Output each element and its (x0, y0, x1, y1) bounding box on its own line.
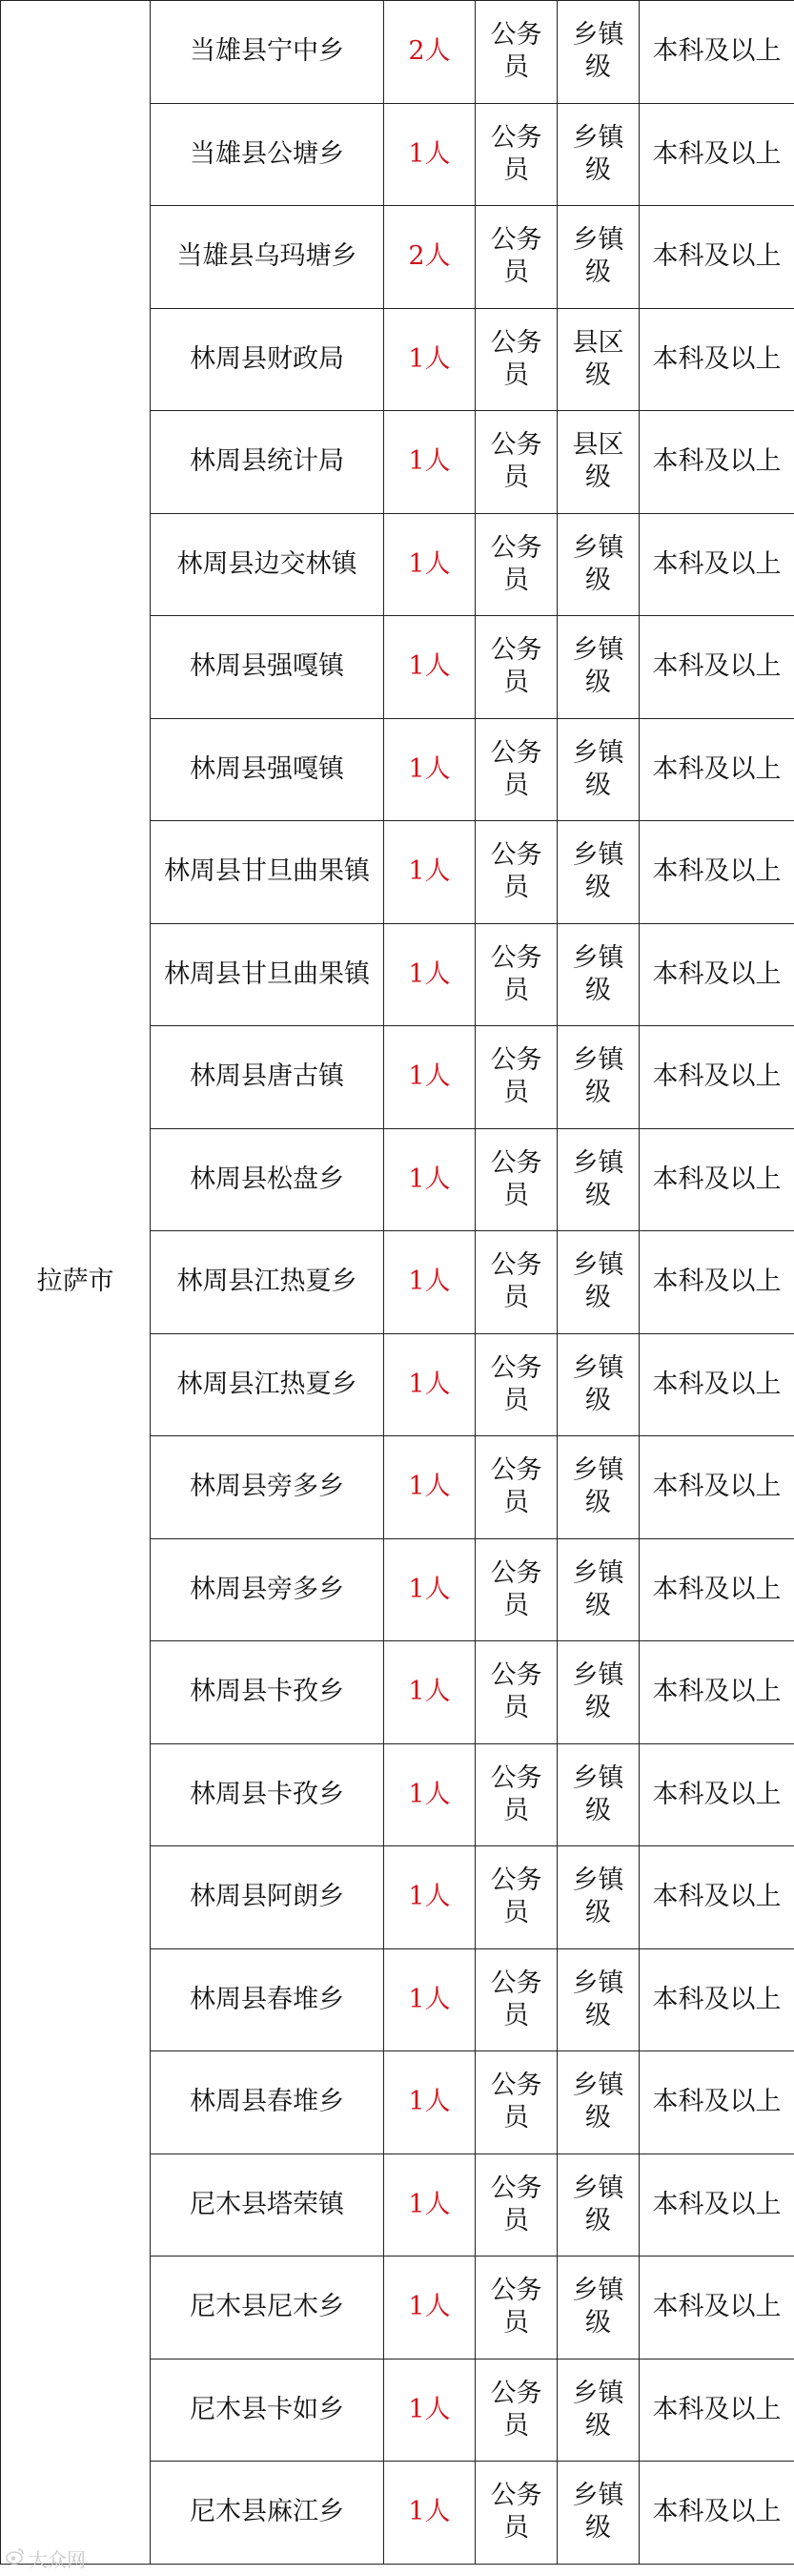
level-cell (558, 718, 640, 821)
level-line2: 级 (585, 52, 611, 83)
level-line1: 乡镇 (572, 635, 624, 666)
education-cell: 本科及以上 (640, 923, 794, 1026)
education-cell: 本科及以上 (640, 718, 794, 821)
position-type-cell (476, 1641, 558, 1744)
position-type-line1: 公务 (490, 225, 542, 256)
level-cell (558, 513, 640, 616)
level-line2: 级 (585, 2103, 611, 2133)
level-line2: 级 (585, 975, 611, 1005)
position-type-cell (476, 2257, 558, 2360)
level-line1: 乡镇 (572, 1147, 624, 1178)
position-type-line1: 公务 (490, 942, 542, 973)
headcount-cell: 2人 (384, 1, 476, 104)
level-line1: 乡镇 (572, 122, 624, 153)
level-line2: 级 (585, 565, 611, 595)
unit-cell: 林周县江热夏乡 (151, 1333, 384, 1436)
level-line1: 乡镇 (572, 737, 624, 768)
position-type-line2: 员 (503, 2513, 529, 2544)
unit-cell: 尼木县尼木乡 (151, 2257, 384, 2360)
position-type-line1: 公务 (490, 2481, 542, 2511)
headcount-cell: 1人 (384, 1128, 476, 1231)
position-type-line1: 公务 (490, 1660, 542, 1691)
headcount-cell: 1人 (384, 1333, 476, 1436)
unit-cell: 林周县强嘎镇 (151, 718, 384, 821)
position-type-line2: 员 (503, 1795, 529, 1825)
position-type-cell (476, 1333, 558, 1436)
level-line1: 乡镇 (572, 1045, 624, 1076)
position-type-line1: 公务 (490, 327, 542, 358)
education-cell: 本科及以上 (640, 1231, 794, 1334)
unit-cell: 尼木县卡如乡 (151, 2359, 384, 2462)
unit-cell: 林周县春堆乡 (151, 2051, 384, 2154)
education-cell: 本科及以上 (640, 1846, 794, 1949)
education-cell: 本科及以上 (640, 103, 794, 206)
level-cell (558, 923, 640, 1026)
level-line2: 级 (585, 1693, 611, 1723)
position-type-line1: 公务 (490, 1250, 542, 1281)
headcount-cell: 1人 (384, 2051, 476, 2154)
position-type-cell (476, 2462, 558, 2565)
position-type-cell (476, 1538, 558, 1641)
level-line1: 乡镇 (572, 1352, 624, 1383)
level-cell (558, 2257, 640, 2360)
education-cell: 本科及以上 (640, 513, 794, 616)
headcount-cell: 1人 (384, 2257, 476, 2360)
position-type-line2: 员 (503, 2000, 529, 2030)
position-type-line2: 员 (503, 1898, 529, 1928)
position-type-line2: 员 (503, 1180, 529, 1210)
headcount-cell: 1人 (384, 308, 476, 411)
position-type-line1: 公务 (490, 1147, 542, 1178)
position-type-cell (476, 1231, 558, 1334)
position-type-line2: 员 (503, 2205, 529, 2236)
position-type-line2: 员 (503, 1385, 529, 1415)
position-type-line2: 员 (503, 1283, 529, 1313)
position-type-line1: 公务 (490, 2173, 542, 2203)
headcount-cell: 2人 (384, 206, 476, 309)
education-cell: 本科及以上 (640, 2154, 794, 2257)
headcount-cell: 1人 (384, 616, 476, 719)
position-type-cell (476, 1, 558, 104)
unit-cell: 林周县旁多乡 (151, 1436, 384, 1539)
level-line2: 级 (585, 1283, 611, 1313)
unit-cell: 林周县边交林镇 (151, 513, 384, 616)
unit-cell: 林周县甘旦曲果镇 (151, 821, 384, 924)
headcount-cell: 1人 (384, 2154, 476, 2257)
position-type-cell (476, 1128, 558, 1231)
headcount-cell: 1人 (384, 1231, 476, 1334)
position-type-line2: 员 (503, 360, 529, 390)
level-line1: 乡镇 (572, 840, 624, 871)
position-type-line2: 员 (503, 1693, 529, 1723)
level-cell (558, 103, 640, 206)
watermark (6, 2545, 86, 2572)
level-line1: 乡镇 (572, 20, 624, 51)
level-cell (558, 2359, 640, 2462)
position-type-line1: 公务 (490, 635, 542, 666)
position-type-line1: 公务 (490, 1865, 542, 1896)
level-line2: 级 (585, 2410, 611, 2441)
headcount-cell: 1人 (384, 1948, 476, 2051)
position-type-cell (476, 103, 558, 206)
level-cell (558, 1128, 640, 1231)
education-cell: 本科及以上 (640, 206, 794, 309)
level-cell (558, 1, 640, 104)
level-line1: 乡镇 (572, 2378, 624, 2408)
level-line1: 县区 (572, 327, 624, 358)
level-line1: 乡镇 (572, 1762, 624, 1793)
position-type-cell (476, 616, 558, 719)
position-type-line1: 公务 (490, 532, 542, 563)
unit-cell: 尼木县麻江乡 (151, 2462, 384, 2565)
level-line2: 级 (585, 2205, 611, 2236)
position-type-line2: 员 (503, 463, 529, 493)
unit-cell: 林周县卡孜乡 (151, 1743, 384, 1846)
level-line2: 级 (585, 1078, 611, 1108)
level-cell (558, 2154, 640, 2257)
headcount-cell: 1人 (384, 1436, 476, 1539)
position-type-line1: 公务 (490, 122, 542, 153)
position-type-line2: 员 (503, 2308, 529, 2339)
headcount-cell: 1人 (384, 1641, 476, 1744)
position-type-cell (476, 718, 558, 821)
level-line1: 乡镇 (572, 1455, 624, 1486)
level-line1: 乡镇 (572, 1660, 624, 1691)
position-type-cell (476, 411, 558, 514)
level-cell (558, 1436, 640, 1539)
position-type-line1: 公务 (490, 1455, 542, 1486)
level-line2: 级 (585, 2308, 611, 2339)
education-cell: 本科及以上 (640, 1128, 794, 1231)
education-cell: 本科及以上 (640, 821, 794, 924)
education-cell: 本科及以上 (640, 1743, 794, 1846)
level-line2: 级 (585, 1488, 611, 1518)
position-type-cell (476, 206, 558, 309)
level-cell (558, 1333, 640, 1436)
position-type-line1: 公务 (490, 1352, 542, 1383)
city-cell: 拉萨市 (1, 1, 151, 2565)
level-line1: 乡镇 (572, 1557, 624, 1588)
headcount-cell: 1人 (384, 923, 476, 1026)
headcount-cell: 1人 (384, 1846, 476, 1949)
education-cell: 本科及以上 (640, 1333, 794, 1436)
position-type-line2: 员 (503, 975, 529, 1005)
level-line1: 乡镇 (572, 2481, 624, 2511)
level-line2: 级 (585, 1898, 611, 1928)
level-cell (558, 616, 640, 719)
position-type-line2: 员 (503, 1488, 529, 1518)
unit-cell: 林周县卡孜乡 (151, 1641, 384, 1744)
education-cell: 本科及以上 (640, 1538, 794, 1641)
level-cell (558, 1231, 640, 1334)
unit-cell: 林周县春堆乡 (151, 1948, 384, 2051)
position-type-line2: 员 (503, 52, 529, 83)
position-type-line1: 公务 (490, 20, 542, 51)
unit-cell: 林周县统计局 (151, 411, 384, 514)
education-cell: 本科及以上 (640, 308, 794, 411)
position-type-line2: 员 (503, 258, 529, 288)
position-type-line2: 员 (503, 873, 529, 903)
education-cell: 本科及以上 (640, 1948, 794, 2051)
unit-cell: 当雄县公塘乡 (151, 103, 384, 206)
position-type-line2: 员 (503, 1590, 529, 1620)
level-line1: 乡镇 (572, 2071, 624, 2101)
table-row (1, 1, 794, 104)
headcount-cell: 1人 (384, 513, 476, 616)
level-line2: 级 (585, 258, 611, 288)
level-cell (558, 1948, 640, 2051)
education-cell: 本科及以上 (640, 2051, 794, 2154)
unit-cell: 林周县旁多乡 (151, 1538, 384, 1641)
level-line2: 级 (585, 155, 611, 185)
position-type-line2: 员 (503, 155, 529, 185)
position-type-cell (476, 2154, 558, 2257)
position-type-cell (476, 1026, 558, 1129)
position-type-line2: 员 (503, 1078, 529, 1108)
education-cell: 本科及以上 (640, 2462, 794, 2565)
position-type-cell (476, 923, 558, 1026)
position-type-line1: 公务 (490, 2276, 542, 2306)
level-line2: 级 (585, 1795, 611, 1825)
headcount-cell: 1人 (384, 2462, 476, 2565)
table-body (1, 1, 794, 2565)
position-type-cell (476, 308, 558, 411)
education-cell: 本科及以上 (640, 1, 794, 104)
level-line2: 级 (585, 360, 611, 390)
education-cell: 本科及以上 (640, 616, 794, 719)
position-type-line1: 公务 (490, 2378, 542, 2408)
unit-cell: 林周县唐古镇 (151, 1026, 384, 1129)
headcount-cell: 1人 (384, 1538, 476, 1641)
unit-cell: 林周县甘旦曲果镇 (151, 923, 384, 1026)
level-line2: 级 (585, 873, 611, 903)
level-line2: 级 (585, 1385, 611, 1415)
position-type-cell (476, 1743, 558, 1846)
unit-cell: 当雄县乌玛塘乡 (151, 206, 384, 309)
headcount-cell: 1人 (384, 411, 476, 514)
education-cell: 本科及以上 (640, 2359, 794, 2462)
level-cell (558, 2051, 640, 2154)
watermark-text: 大众网 (29, 2548, 86, 2571)
level-cell (558, 206, 640, 309)
position-type-line2: 员 (503, 770, 529, 800)
position-type-line1: 公务 (490, 430, 542, 461)
headcount-cell: 1人 (384, 821, 476, 924)
level-line1: 乡镇 (572, 1968, 624, 1998)
position-type-cell (476, 821, 558, 924)
position-type-line1: 公务 (490, 1045, 542, 1076)
headcount-cell: 1人 (384, 2359, 476, 2462)
level-line1: 乡镇 (572, 2276, 624, 2306)
education-cell: 本科及以上 (640, 1641, 794, 1744)
level-line1: 乡镇 (572, 532, 624, 563)
position-type-line1: 公务 (490, 1557, 542, 1588)
position-type-line2: 员 (503, 2103, 529, 2133)
position-type-line1: 公务 (490, 2071, 542, 2101)
level-cell (558, 1743, 640, 1846)
level-cell (558, 308, 640, 411)
education-cell: 本科及以上 (640, 1436, 794, 1539)
level-line1: 乡镇 (572, 1250, 624, 1281)
headcount-cell: 1人 (384, 718, 476, 821)
unit-cell: 林周县江热夏乡 (151, 1231, 384, 1334)
position-type-cell (476, 1948, 558, 2051)
position-type-line2: 员 (503, 2410, 529, 2441)
position-type-line1: 公务 (490, 1968, 542, 1998)
level-line1: 县区 (572, 430, 624, 461)
level-line2: 级 (585, 2000, 611, 2030)
position-type-cell (476, 1846, 558, 1949)
level-line2: 级 (585, 463, 611, 493)
unit-cell: 林周县财政局 (151, 308, 384, 411)
level-line2: 级 (585, 2513, 611, 2544)
level-cell (558, 1641, 640, 1744)
level-cell (558, 821, 640, 924)
level-cell (558, 1846, 640, 1949)
level-line2: 级 (585, 1590, 611, 1620)
headcount-cell: 1人 (384, 1743, 476, 1846)
level-line2: 级 (585, 668, 611, 698)
position-type-line2: 员 (503, 565, 529, 595)
unit-cell: 尼木县塔荣镇 (151, 2154, 384, 2257)
position-type-cell (476, 2051, 558, 2154)
position-type-line1: 公务 (490, 737, 542, 768)
position-type-line1: 公务 (490, 840, 542, 871)
weibo-icon (6, 2547, 25, 2569)
headcount-cell: 1人 (384, 103, 476, 206)
level-cell (558, 411, 640, 514)
unit-cell: 林周县强嘎镇 (151, 616, 384, 719)
level-line1: 乡镇 (572, 1865, 624, 1896)
level-line1: 乡镇 (572, 225, 624, 256)
unit-cell: 林周县松盘乡 (151, 1128, 384, 1231)
level-line1: 乡镇 (572, 2173, 624, 2203)
unit-cell: 林周县阿朗乡 (151, 1846, 384, 1949)
position-type-line2: 员 (503, 668, 529, 698)
education-cell: 本科及以上 (640, 1026, 794, 1129)
education-cell: 本科及以上 (640, 2257, 794, 2360)
level-line1: 乡镇 (572, 942, 624, 973)
level-line2: 级 (585, 1180, 611, 1210)
position-type-line1: 公务 (490, 1762, 542, 1793)
position-type-cell (476, 513, 558, 616)
level-line2: 级 (585, 770, 611, 800)
position-type-cell (476, 2359, 558, 2462)
level-cell (558, 1026, 640, 1129)
position-type-cell (476, 1436, 558, 1539)
unit-cell: 当雄县宁中乡 (151, 1, 384, 104)
education-cell: 本科及以上 (640, 411, 794, 514)
headcount-cell: 1人 (384, 1026, 476, 1129)
level-cell (558, 2462, 640, 2565)
level-cell (558, 1538, 640, 1641)
